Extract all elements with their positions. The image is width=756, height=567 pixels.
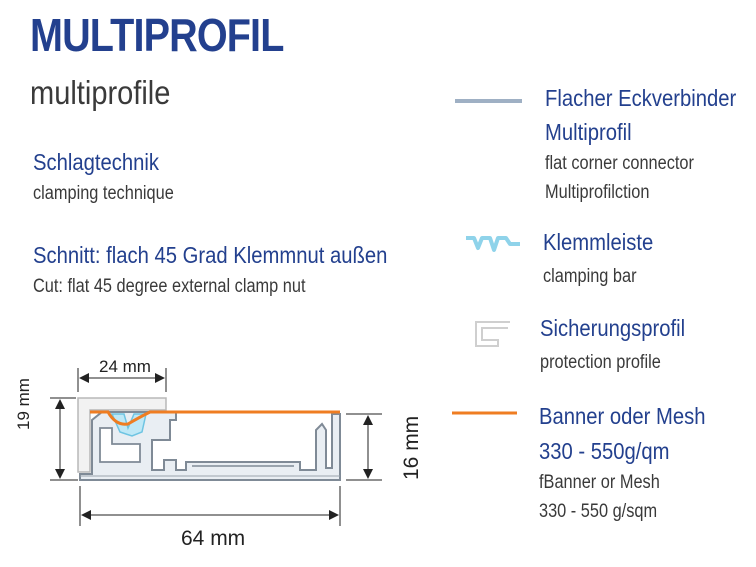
page-subtitle: multiprofile [30,74,171,111]
clamping-bar-icon [466,238,520,250]
dim-label-24: 24 mm [99,357,151,376]
cut-heading: Schnitt: flach 45 Grad Klemmnut außen [33,242,388,268]
legend-connector-title-1: Flacher Eckverbinder [545,85,737,111]
legend-connector-desc-2: Multiprofilction [545,182,650,203]
legend-banner-desc-2: 330 - 550 g/sqm [539,501,658,522]
legend-connector-desc-1: flat corner connector [545,153,694,174]
legend-clampbar-desc: clamping bar [543,266,637,287]
technique-caption: clamping technique [33,183,174,204]
legend-banner-title-2: 330 - 550g/qm [539,438,670,464]
cut-caption: Cut: flat 45 degree external clamp nut [33,276,306,297]
legend-protection-title: Sicherungsprofil [540,315,686,341]
dim-label-16: 16 mm [400,415,423,480]
legend-connector-title-2: Multiprofil [545,119,632,145]
dim-label-64: 64 mm [181,527,246,550]
legend-banner-title-1: Banner oder Mesh [539,403,706,429]
legend-banner-desc-1: fBanner or Mesh [539,472,660,493]
dim-label-19: 19 mm [14,378,33,430]
protection-profile-icon [476,322,510,346]
technique-heading: Schlagtechnik [33,149,160,175]
legend-protection-desc: protection profile [540,352,661,373]
page-title: MULTIPROFIL [30,9,284,61]
legend-clampbar-title: Klemmleiste [543,229,654,255]
